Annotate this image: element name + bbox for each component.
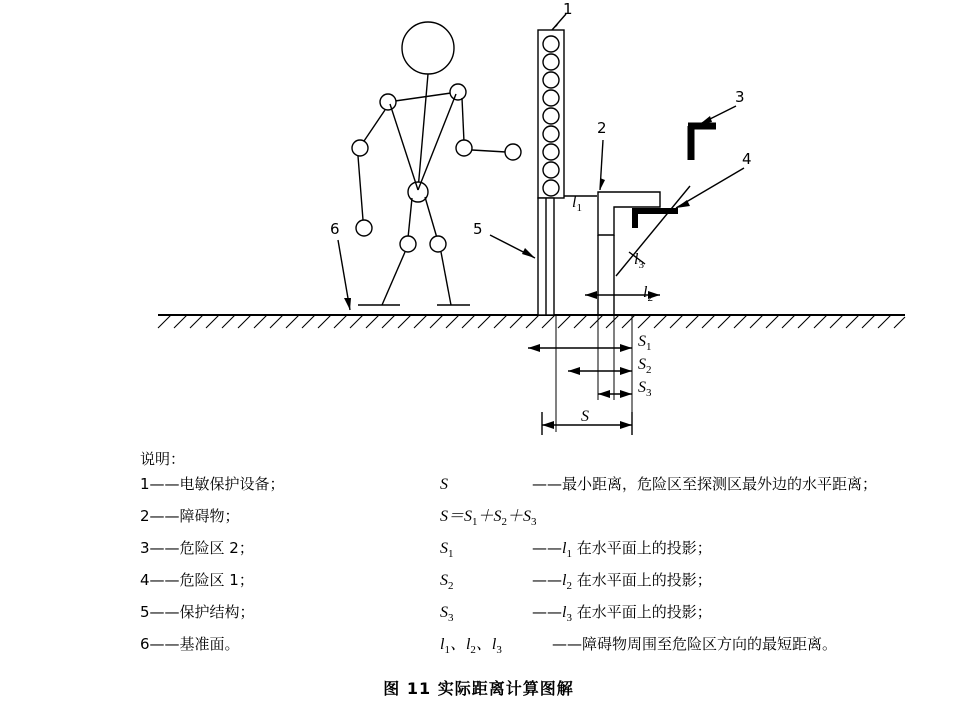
dim-label-l2: $l_2$	[643, 284, 653, 304]
legend-row	[140, 541, 930, 573]
symbol-description: ——障碍物周围至危险区方向的最短距离。	[552, 635, 838, 653]
legend-left-item: 6——基准面。	[140, 635, 240, 653]
callout-label-5: 5	[473, 220, 483, 238]
figure-caption: 图 11 实际距离计算图解	[383, 679, 574, 698]
dim-label-l1: $l_1$	[572, 194, 582, 214]
dim-label-S2: $S_2$	[638, 356, 652, 376]
legend-right-item	[440, 541, 930, 560]
legend-grid	[140, 477, 930, 669]
legend-left-item: 2——障碍物；	[140, 507, 240, 525]
legend-row	[140, 509, 930, 541]
legend-right-item	[440, 509, 930, 528]
dim-label-S1: $S_1$	[638, 333, 652, 353]
legend-right-item	[440, 477, 930, 493]
legend-row	[140, 637, 930, 669]
symbol-description: $——l_1$ 在水平面上的投影；	[532, 539, 712, 561]
legend-title: 说明：	[140, 450, 186, 468]
legend-right-item	[440, 605, 930, 624]
legend-row	[140, 605, 930, 637]
legend-row	[140, 477, 930, 509]
dim-label-S: S	[581, 408, 589, 425]
symbol-description: $——l_2$ 在水平面上的投影；	[532, 571, 712, 593]
legend-left-item: 3——危险区 2；	[140, 539, 254, 557]
symbol-S: S	[440, 476, 448, 493]
equation-S-sum: $S=S_1+S_2+S_3$	[440, 508, 537, 529]
symbol-S3: $S_3$	[440, 604, 454, 625]
legend-row	[140, 573, 930, 605]
dim-label-l3: $l_3$	[634, 251, 644, 271]
callout-label-6: 6	[330, 220, 340, 238]
symbol-S1: $S_1$	[440, 540, 454, 561]
symbol-description: ——最小距离，危险区至探测区最外边的水平距离；	[532, 475, 878, 493]
legend-left-item: 5——保护结构；	[140, 603, 255, 621]
symbol-S2: $S_2$	[440, 572, 454, 593]
legend-right-item	[440, 637, 930, 656]
legend-right-item	[440, 573, 930, 592]
callout-label-1: 1	[563, 0, 573, 18]
callout-label-2: 2	[597, 119, 607, 137]
dim-label-S3: $S_3$	[638, 379, 652, 399]
symbol-l1-l2-l3: $l_1$、$l_2$、$l_3$	[440, 636, 502, 657]
legend-left-item: 4——危险区 1；	[140, 571, 254, 589]
symbol-description: $——l_3$ 在水平面上的投影；	[532, 603, 712, 625]
legend	[140, 452, 930, 669]
legend-left-item: 1——电敏保护设备；	[140, 475, 285, 493]
callout-label-4: 4	[742, 150, 752, 168]
callout-label-3: 3	[735, 88, 745, 106]
